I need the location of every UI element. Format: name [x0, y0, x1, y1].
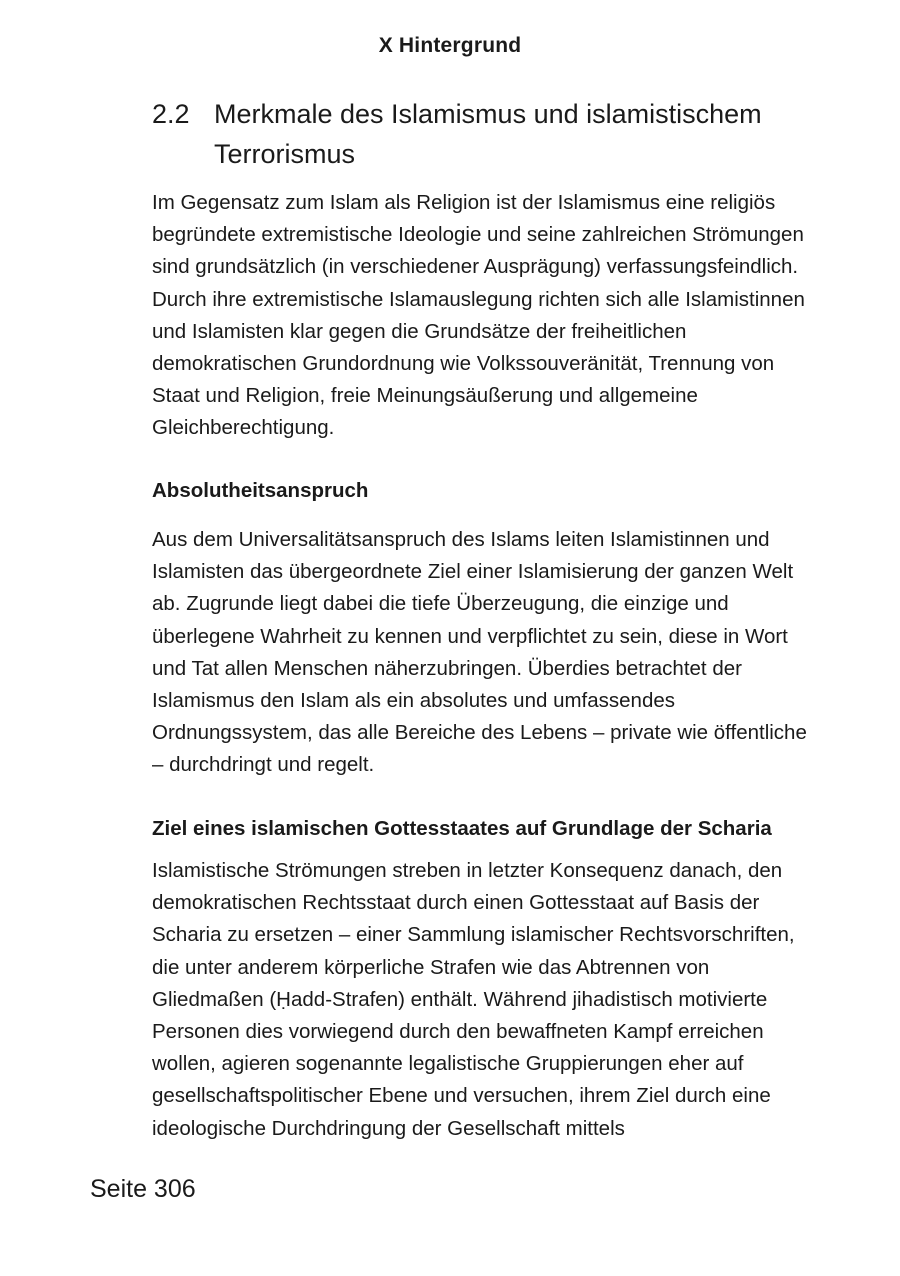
page-number: Seite 306	[90, 1175, 196, 1203]
subheading-gottesstaat: Ziel eines islamischen Gottesstaates auf Grundlage der Scharia	[152, 817, 772, 840]
section-heading	[152, 94, 812, 174]
absolutheitsanspruch-paragraph: Aus dem Universalitätsanspruch des Islams leiten Islamistinnen und Islamisten das übergeordnete Ziel einer Islamisierung der ganzen Welt ab. Zugrunde liegt dabei die tiefe Überzeugung, die einzige und überlegene Wahrheit zu kennen und verpflichtet zu sein, diese in Wort und Tat allen Menschen näherzubringen. Überdies betrachtet der Islamismus den Islam als ein absolutes und umfassendes Ordnungssystem, das alle Bereiche des Lebens – private wie öffentliche – durchdringt und regelt.	[152, 528, 807, 777]
section-number: 2.2	[152, 99, 190, 129]
running-header: X Hintergrund	[378, 34, 522, 57]
section-title: Merkmale des Islamismus und islamistischem Terrorismus	[214, 99, 762, 169]
intro-paragraph: Im Gegensatz zum Islam als Religion ist der Islamismus eine religiös begründete extremistische Ideologie und seine zahlreichen Strömungen sind grundsätzlich (in verschiedener Ausprägung) verfassungsfeindlich. Durch ihre extremistische Islamauslegung richten sich alle Islamistinnen und Islamisten klar gegen die Grundsätze der freiheitlichen demokratischen Grundordnung wie Volkssouveränität, Trennung von Staat und Religion, freie Meinungsäußerung und allgemeine Gleichberechtigung.	[152, 191, 805, 440]
subheading-absolutheitsanspruch: Absolutheitsanspruch	[152, 479, 369, 502]
gottesstaat-paragraph: Islamistische Strömungen streben in letzter Konsequenz danach, den demokratischen Rechtsstaat durch einen Gottesstaat auf Basis der Scharia zu ersetzen – einer Sammlung islamischer Rechtsvorschriften, die unter anderem körperliche Strafen wie das Abtrennen von Gliedmaßen (Ḥadd-Strafen) enthält. Während jihadistisch motivierte Personen dies vorwiegend durch den bewaffneten Kampf erreichen wollen, agieren sogenannte legalistische Gruppierungen eher auf gesellschaftspolitischer Ebene und versuchen, ihrem Ziel durch eine ideologische Durchdringung der Gesellschaft mittels	[152, 859, 795, 1140]
